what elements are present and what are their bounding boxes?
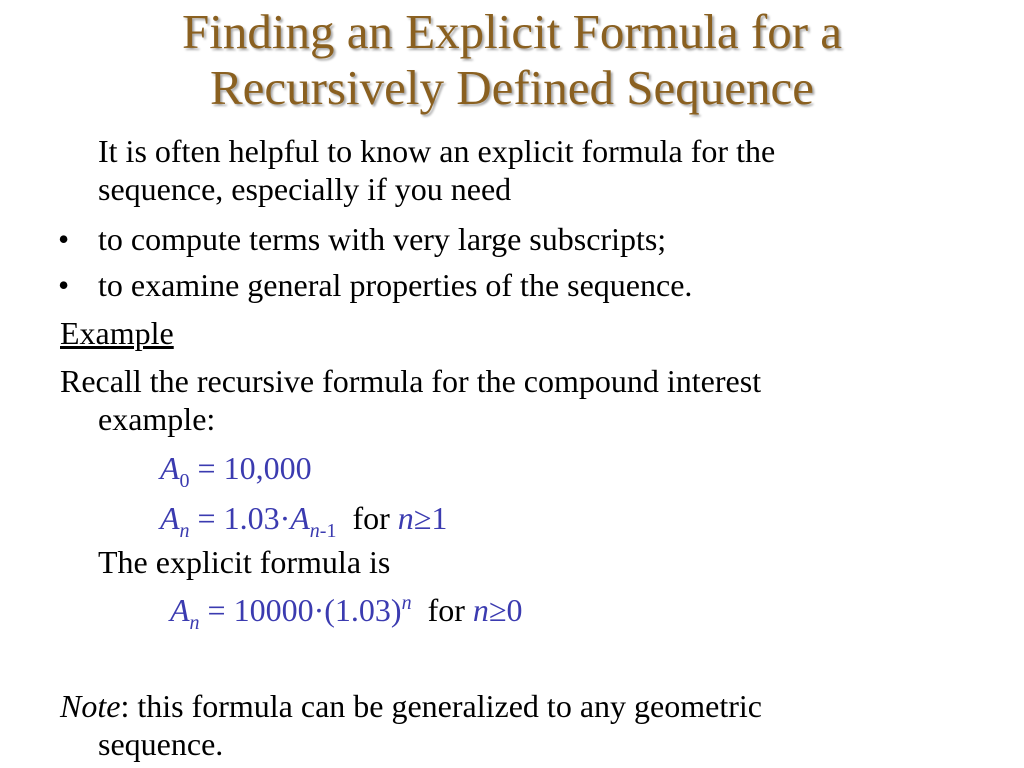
note-label: Note: [60, 688, 121, 724]
formula-var: A: [160, 500, 180, 536]
formula-subscript-var: n: [309, 520, 320, 542]
bullet-text: to examine general properties of the sequence.: [98, 267, 693, 303]
formula-condition-word: for: [336, 500, 398, 536]
bullet-marker: •: [58, 267, 70, 303]
formula-subscript-rest: -1: [319, 520, 337, 542]
title-line-1: Finding an Explicit Formula for a: [181, 4, 843, 59]
formula-mid: = 1.03·: [189, 500, 291, 536]
note-text: : this formula can be generalized to any geometric: [120, 688, 762, 724]
note-line-1: [60, 688, 762, 724]
recall-line-2: example:: [98, 401, 216, 437]
formula-rest: = 10,000: [189, 450, 312, 486]
formula-subscript: n: [179, 520, 190, 542]
title-line-2: Recursively Defined Sequence: [209, 60, 815, 115]
bullet-marker: •: [58, 221, 70, 257]
formula-condition-var: n: [397, 500, 414, 536]
intro-line-1: It is often helpful to know an explicit formula for the: [98, 133, 776, 169]
intro-line-2: sequence, especially if you need: [98, 171, 512, 207]
example-heading: [60, 315, 174, 351]
formula-mid: = 10000·(1.03): [199, 592, 402, 628]
formula-var-2: A: [290, 500, 310, 536]
formula-exponent: n: [401, 592, 412, 614]
formula-condition-rest: ≥1: [413, 500, 448, 536]
formula-var: A: [160, 450, 180, 486]
example-heading-text: Example: [60, 315, 174, 351]
formula-explicit: [170, 592, 523, 634]
formula-subscript: 0: [179, 470, 190, 492]
recall-line-1: Recall the recursive formula for the compound interest: [60, 363, 762, 399]
bullet-text: to compute terms with very large subscripts;: [98, 221, 667, 257]
formula-recurrence: [160, 500, 448, 542]
formula-subscript: n: [189, 612, 200, 634]
note-line-2: sequence.: [98, 726, 224, 762]
formula-initial-condition: [160, 450, 312, 492]
explicit-label: The explicit formula is: [98, 544, 391, 580]
formula-condition-rest: ≥0: [488, 592, 523, 628]
formula-condition-word: for: [411, 592, 473, 628]
formula-condition-var: n: [472, 592, 489, 628]
formula-var: A: [170, 592, 190, 628]
